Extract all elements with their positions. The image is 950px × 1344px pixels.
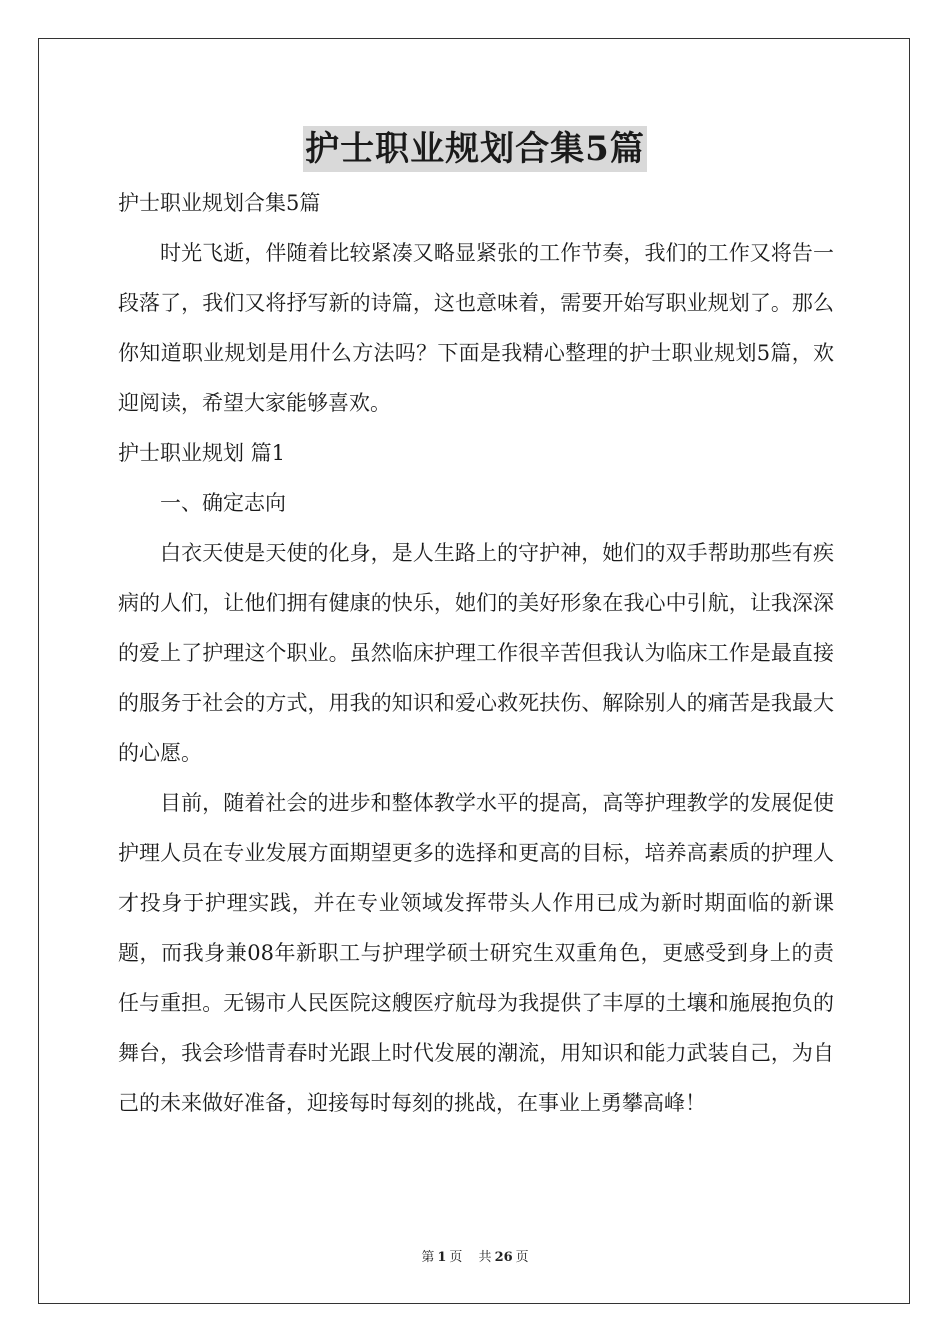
page-number: 1 [437,1250,447,1265]
title-area [0,126,950,172]
page-suffix: 页 [449,1250,463,1265]
body-paragraph-2: 目前，随着社会的进步和整体教学水平的提高，高等护理教学的发展促使护理人员在专业发展方面期望更多的选择和更高的目标，培养高素质的护理人才投身于护理实践，并在专业领域发挥带头人作用已成为新时期面临的新课题，而我身兼08年新职工与护理学硕士研究生双重角色，更感受到身上的责任与重担。无锡市人民医院这艘医疗航母为我提供了丰厚的土壤和施展抱负的舞台，我会珍惜青春时光跟上时代发展的潮流，用知识和能力武装自己，为自己的未来做好准备，迎接每时每刻的挑战，在事业上勇攀高峰！ [118,791,834,1115]
total-suffix: 页 [515,1250,529,1265]
page-prefix: 第 [421,1250,435,1265]
total-prefix: 共 [478,1250,492,1265]
page-indicator [418,1250,465,1265]
section-heading: 护士职业规划 篇1 [118,441,286,465]
total-indicator [476,1250,532,1265]
document-title: 护士职业规划合集5篇 [303,126,647,172]
sub-heading: 一、确定志向 [160,491,286,515]
intro-paragraph: 时光飞逝，伴随着比较紧凑又略显紧张的工作节奏，我们的工作又将告一段落了，我们又将抒写新的诗篇，这也意味着，需要开始写职业规划了。那么你知道职业规划是用什么方法吗？下面是我精心整理的护士职业规划5篇，欢迎阅读，希望大家能够喜欢。 [118,241,834,415]
body-paragraph-1: 白衣天使是天使的化身，是人生路上的守护神，她们的双手帮助那些有疾病的人们，让他们拥有健康的快乐，她们的美好形象在我心中引航，让我深深的爱上了护理这个职业。虽然临床护理工作很辛苦但我认为临床工作是最直接的服务于社会的方式，用我的知识和爱心救死扶伤、解除别人的痛苦是我最大的心愿。 [118,541,834,765]
document-body [118,178,834,1128]
total-pages: 26 [494,1250,513,1265]
page-footer [0,1246,950,1265]
document-subtitle: 护士职业规划合集5篇 [118,191,321,215]
